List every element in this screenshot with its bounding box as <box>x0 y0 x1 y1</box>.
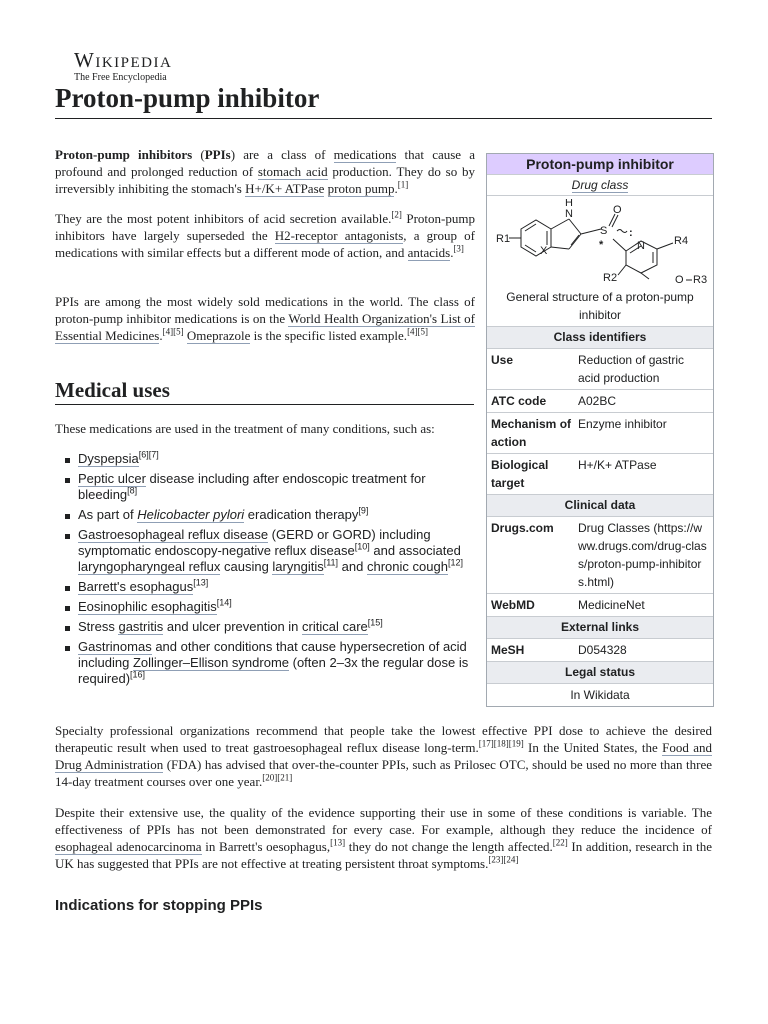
infobox-section-header: External links <box>487 617 713 639</box>
structure-image[interactable] <box>487 196 713 327</box>
text: and ulcer prevention in <box>163 619 303 634</box>
text: Despite their extensive use, the quality of the evidence supporting their use in some of these conditions is variable. The effectiveness of PPIs has not been demonstrated for every case. For example, although they reduce the incidence of <box>55 805 712 837</box>
link-h2-antagonists[interactable]: H2-receptor antagonists <box>274 228 404 243</box>
link-eosinophilic[interactable]: Eosinophilic esophagitis <box>78 599 217 614</box>
link-gerd[interactable]: Gastroesophageal reflux disease <box>78 527 269 542</box>
text: is the specific listed example. <box>250 328 408 343</box>
logo-tagline: The Free Encyclopedia <box>74 72 167 83</box>
link-medications[interactable]: medications <box>333 147 397 162</box>
medical-uses-lead: These medications are used in the treatment of many conditions, such as: <box>55 421 435 436</box>
paragraph-dose <box>55 722 712 790</box>
subsection-heading-stopping: Indications for stopping PPIs <box>55 897 263 914</box>
link-laryngitis[interactable]: laryngitis <box>272 559 324 574</box>
citation[interactable]: [14] <box>216 597 232 608</box>
structure-caption: General structure of a proton-pump inhibitor <box>506 290 694 322</box>
citation[interactable]: [8] <box>127 485 138 496</box>
text: They are the most potent inhibitors of acid secretion available. <box>55 211 392 226</box>
link-fda[interactable]: Food and Drug Administration <box>55 740 713 772</box>
link-chronic-cough[interactable]: chronic cough <box>366 559 448 574</box>
struct-label: N <box>565 208 573 220</box>
text: in Barrett's oesophagus, <box>201 839 331 854</box>
row-value[interactable]: A02BC <box>578 394 617 408</box>
infobox-section-header: Legal status <box>487 662 713 684</box>
row-value[interactable]: MedicineNet <box>578 598 645 612</box>
link-proton-pump[interactable]: proton pump <box>327 181 395 196</box>
struct-label: O <box>613 204 622 216</box>
infobox-row-atc <box>487 390 713 413</box>
medical-uses-list <box>55 451 475 691</box>
list-item <box>55 451 475 467</box>
list-item <box>55 599 475 615</box>
term-bold: Proton-pump inhibitors <box>55 147 193 162</box>
text: they do not change the length affected. <box>345 839 553 854</box>
list-item <box>55 579 475 595</box>
abbr-bold: PPIs <box>204 147 231 162</box>
text: Specialty professional organizations recommend that people take the lowest effective PPI dose to achieve the desired therapeutic result when used to treat gastroesophageal reflux disease long-term. <box>55 723 712 755</box>
link-esophageal-adenocarcinoma[interactable]: esophageal adenocarcinoma <box>55 839 202 854</box>
citation[interactable]: [3] <box>453 243 464 254</box>
citation[interactable]: [1] <box>397 179 409 190</box>
row-value[interactable]: H+/K+ ATPase <box>578 458 657 472</box>
text: ) are a class of <box>230 147 334 162</box>
struct-label: * <box>599 239 604 251</box>
row-label: MeSH <box>491 643 525 657</box>
row-value[interactable]: Reduction of gastric acid production <box>578 353 685 385</box>
text: . <box>159 328 163 343</box>
infobox-row-use <box>487 349 713 390</box>
intro-paragraph-2 <box>55 210 475 261</box>
citation[interactable]: [4][5] <box>162 326 184 337</box>
citation[interactable]: [12] <box>447 557 463 568</box>
row-label: Mechanism of action <box>491 417 572 449</box>
citation[interactable]: [9] <box>358 505 369 516</box>
citation[interactable]: [15] <box>367 617 383 628</box>
text: disease including after endoscopic treatment for bleeding <box>78 471 426 502</box>
link-antacids[interactable]: antacids <box>407 245 451 260</box>
text: causing <box>220 559 273 574</box>
row-value[interactable]: Enzyme inhibitor <box>578 417 667 431</box>
link-barretts[interactable]: Barrett's esophagus <box>78 579 194 594</box>
struct-label: O <box>675 274 684 283</box>
text: , a group of medications with similar effects but a different mode of action, and <box>55 228 476 260</box>
citation[interactable]: [16] <box>130 669 146 680</box>
infobox-section-header: Class identifiers <box>487 327 713 349</box>
infobox-row-mesh <box>487 639 713 662</box>
link-who-essential-medicines[interactable]: World Health Organization's List of Essential Medicines <box>55 311 475 343</box>
section-heading-medical-uses: Medical uses <box>55 376 474 405</box>
page-title: Proton-pump inhibitor <box>55 80 712 119</box>
struct-label: R4 <box>674 235 689 247</box>
drug-class-link[interactable]: Drug class <box>571 178 629 192</box>
list-item <box>55 507 475 523</box>
link-helicobacter[interactable]: Helicobacter pylori <box>137 507 245 522</box>
infobox-subtitle-link[interactable] <box>487 175 713 196</box>
text: ( <box>192 147 205 162</box>
link-stomach-acid[interactable]: stomach acid <box>257 164 328 179</box>
intro-paragraph-3 <box>55 293 475 344</box>
text: eradication therapy <box>244 507 359 522</box>
row-label: Biological target <box>491 458 549 490</box>
citation[interactable]: [2] <box>391 209 402 220</box>
logo-wordmark: Wikipedia <box>74 48 173 72</box>
text: and other conditions that cause hypersecretion of acid including <box>78 639 467 670</box>
citation[interactable]: [23][24] <box>488 854 519 865</box>
struct-label: N <box>637 240 645 252</box>
link-peptic-ulcer[interactable]: Peptic ulcer <box>78 471 146 486</box>
link-gastritis[interactable]: gastritis <box>118 619 164 634</box>
row-label: WebMD <box>491 598 535 612</box>
citation[interactable]: [6][7] <box>138 449 159 460</box>
text: PPIs are among the most widely sold medications in the world. The class of proton-pump inhibitor medications is on the <box>55 294 475 326</box>
struct-label: : <box>629 227 633 239</box>
infobox-row-target <box>487 454 713 495</box>
link-dyspepsia[interactable]: Dyspepsia <box>78 451 139 466</box>
text: (FDA) has advised that over-the-counter PPIs, such as Prilosec OTC, should be used no more than three 14-day treatment courses over one year. <box>55 757 712 789</box>
text: (often 2–3x the regular dose is required) <box>78 655 469 686</box>
text: . <box>450 245 454 260</box>
link-atpase[interactable]: H+/K+ ATPase <box>245 181 325 196</box>
struct-label: R1 <box>496 233 511 245</box>
text: Proton-pump inhibitors have largely superseded the <box>55 211 475 243</box>
struct-label: R2 <box>603 272 618 283</box>
text: Stress <box>78 619 119 634</box>
list-item <box>55 639 475 687</box>
link-omeprazole[interactable]: Omeprazole <box>186 328 251 343</box>
row-value[interactable]: D054328 <box>578 643 627 657</box>
citation[interactable]: [13] <box>193 577 209 588</box>
intro-paragraph-1 <box>55 146 475 197</box>
text: . <box>394 181 398 196</box>
text: In the United States, the <box>523 740 663 755</box>
citation[interactable]: [13] <box>330 837 346 848</box>
link-zollinger-ellison[interactable]: Zollinger–Ellison syndrome <box>132 655 290 670</box>
citation[interactable]: [17][18][19] <box>478 738 524 749</box>
infobox-row-moa <box>487 413 713 454</box>
text: that cause a profound and prolonged reduction of <box>55 147 475 179</box>
text: As part of <box>78 507 138 522</box>
wikidata-link[interactable]: In Wikidata <box>487 684 713 706</box>
paragraph-evidence <box>55 804 712 872</box>
list-item <box>55 619 475 635</box>
citation[interactable]: [4][5] <box>407 326 429 337</box>
text: and associated <box>369 543 461 558</box>
text: (GERD or GORD) including symptomatic endoscopy-negative reflux disease <box>78 527 431 558</box>
struct-label: S <box>600 225 608 237</box>
infobox-row-webmd <box>487 594 713 617</box>
link-critical-care[interactable]: critical care <box>302 619 368 634</box>
row-value[interactable]: Drug Classes (https://www.drugs.com/drug-class/proton-pump-inhibitors.html) <box>578 521 707 589</box>
citation[interactable]: [22] <box>552 837 568 848</box>
infobox <box>486 153 714 707</box>
infobox-section-header: Clinical data <box>487 495 713 517</box>
text: and <box>338 559 367 574</box>
chemical-structure-diagram <box>491 199 709 283</box>
struct-label: H <box>565 199 573 209</box>
row-label: ATC code <box>491 394 547 408</box>
list-item <box>55 471 475 503</box>
citation[interactable]: [20][21] <box>262 772 293 783</box>
link-lpr[interactable]: laryngopharyngeal reflux <box>78 559 221 574</box>
infobox-row-drugs <box>487 517 713 594</box>
citation[interactable]: [11] <box>323 557 339 568</box>
infobox-title: Proton-pump inhibitor <box>487 154 713 175</box>
struct-label: X <box>540 245 548 257</box>
struct-label: R3 <box>693 274 708 283</box>
text: production. They do so by irreversibly inhibiting the stomach's <box>55 164 475 196</box>
list-item <box>55 527 475 575</box>
row-label: Drugs.com <box>491 521 554 535</box>
text: In addition, research in the UK has suggested that PPIs are not effective at treating persistent throat symptoms. <box>55 839 713 871</box>
citation[interactable]: [10] <box>354 541 370 552</box>
link-gastrinomas[interactable]: Gastrinomas <box>78 639 152 654</box>
row-label: Use <box>491 353 514 367</box>
wikipedia-logo[interactable] <box>74 50 172 84</box>
